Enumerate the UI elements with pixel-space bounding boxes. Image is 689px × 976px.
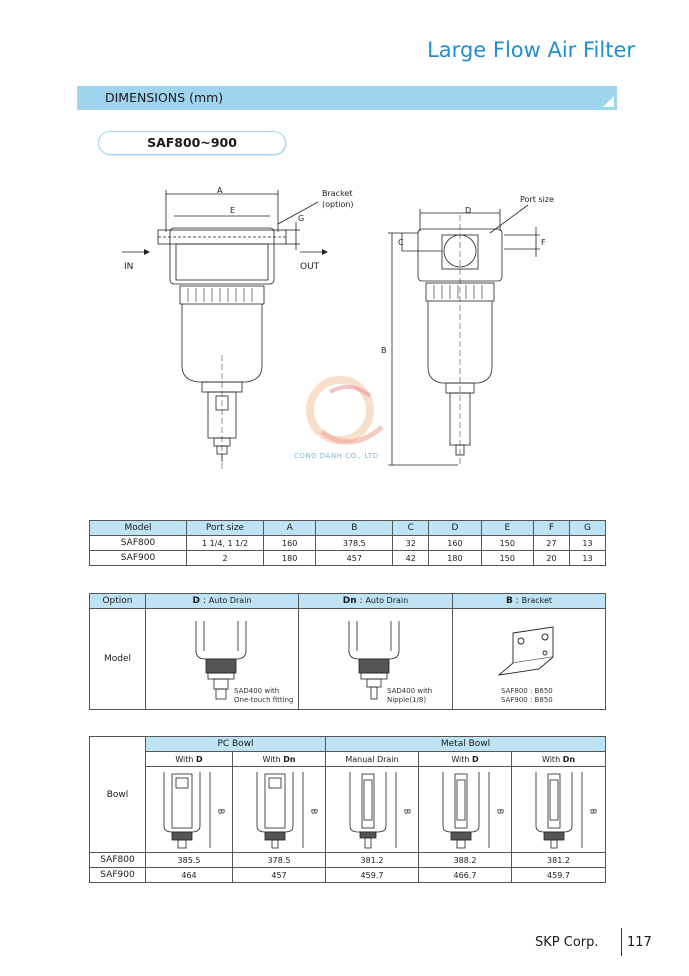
desc: Auto Drain xyxy=(208,596,252,605)
sep: : xyxy=(356,596,366,606)
caption-line: One-touch fitting xyxy=(234,696,294,704)
cell-model: SAF800 xyxy=(90,853,146,868)
cell: 378.5 xyxy=(316,536,393,551)
col-option: Option xyxy=(90,594,146,609)
col-e: E xyxy=(481,521,533,536)
sub-manual-drain xyxy=(326,752,419,767)
cell-model: SAF800 xyxy=(90,536,187,551)
cell: 150 xyxy=(481,536,533,551)
cell: 13 xyxy=(569,551,605,566)
code: B xyxy=(505,596,513,606)
bowl-image-cell xyxy=(419,767,512,853)
col-g: G xyxy=(569,521,605,536)
col-dn-auto-drain xyxy=(299,594,453,609)
port-size-label: Port size xyxy=(520,195,554,204)
option-cell-d xyxy=(146,609,299,710)
dim-b-label: B xyxy=(309,808,319,815)
caption-line: SAD400 with xyxy=(387,687,433,695)
table-row xyxy=(90,536,606,551)
dimension-table-header xyxy=(90,521,606,536)
table-row xyxy=(90,853,606,868)
in-label: IN xyxy=(124,262,134,272)
dimension-table xyxy=(89,520,606,566)
col-b: B xyxy=(316,521,393,536)
sep: : xyxy=(199,596,209,606)
cell: 160 xyxy=(264,536,316,551)
pc-bowl-d-image xyxy=(152,770,222,850)
caption-line: Nipple(1/8) xyxy=(387,696,427,704)
sub-metal-with-dn xyxy=(512,752,606,767)
out-label: OUT xyxy=(300,262,320,272)
code: Dn xyxy=(283,754,296,764)
cell: 459.7 xyxy=(512,868,606,883)
dim-d-label: D xyxy=(465,206,472,215)
cell: 459.7 xyxy=(326,868,419,883)
prefix: With xyxy=(451,754,473,764)
model-range-label: SAF800~900 xyxy=(147,135,237,150)
watermark-text: CONG DANH CO., LTD xyxy=(294,452,379,460)
bowl-table xyxy=(89,736,606,883)
cell: 27 xyxy=(534,536,570,551)
corner-mark xyxy=(603,96,614,107)
metal-bowl-manual-image xyxy=(338,770,408,850)
table-row xyxy=(90,551,606,566)
prefix: With xyxy=(175,754,197,764)
caption-line: SAF900 : B850 xyxy=(501,696,553,704)
cell: 457 xyxy=(316,551,393,566)
sub-with-dn xyxy=(233,752,326,767)
footer-company: SKP Corp. xyxy=(535,935,599,950)
cell: 466.7 xyxy=(419,868,512,883)
front-view-drawing xyxy=(110,180,330,470)
cell: 381.2 xyxy=(512,853,606,868)
option-cell-dn xyxy=(299,609,453,710)
dim-f-label: F xyxy=(541,238,546,247)
section-title: DIMENSIONS (mm) xyxy=(105,90,224,105)
dim-c-label: C xyxy=(398,238,404,247)
col-d: D xyxy=(429,521,481,536)
cell: 464 xyxy=(146,868,233,883)
desc: Bracket xyxy=(521,596,553,605)
cell: 180 xyxy=(429,551,481,566)
side-view-drawing xyxy=(380,195,560,470)
sub-with-d xyxy=(146,752,233,767)
group-metal-bowl: Metal Bowl xyxy=(326,737,606,752)
col-a: A xyxy=(264,521,316,536)
cell: 32 xyxy=(393,536,429,551)
cell: 457 xyxy=(233,868,326,883)
caption-line: SAF800 : B650 xyxy=(501,687,553,695)
cell: 385.5 xyxy=(146,853,233,868)
option-table-header xyxy=(90,594,606,609)
option-table xyxy=(89,593,606,710)
col-f: F xyxy=(534,521,570,536)
bracket-label: Bracket xyxy=(322,189,353,198)
code: D xyxy=(196,754,203,764)
dim-a-label: A xyxy=(217,186,223,195)
bracket-option-label: (option) xyxy=(322,200,354,209)
bracket-image xyxy=(493,623,573,683)
prefix: Manual Drain xyxy=(345,754,399,764)
model-range-pill xyxy=(98,131,286,155)
bowl-image-row xyxy=(90,767,606,853)
table-row xyxy=(90,868,606,883)
code: D xyxy=(472,754,479,764)
cell: 381.2 xyxy=(326,853,419,868)
metal-bowl-d-image xyxy=(431,770,501,850)
desc: Auto Drain xyxy=(365,596,409,605)
cell: 378.5 xyxy=(233,853,326,868)
sub-metal-with-d xyxy=(419,752,512,767)
cell-model: SAF900 xyxy=(90,868,146,883)
page-number: 117 xyxy=(627,935,652,950)
code: Dn xyxy=(562,754,576,764)
option-cell-bracket xyxy=(453,609,606,710)
cell: 180 xyxy=(264,551,316,566)
cell: 150 xyxy=(481,551,533,566)
dim-b-label: B xyxy=(495,808,505,815)
row-label-model: Model xyxy=(90,609,146,710)
cell: 1 1/4, 1 1/2 xyxy=(187,536,264,551)
bowl-sub-header xyxy=(90,752,606,767)
bowl-image-cell xyxy=(146,767,233,853)
pc-bowl-dn-image xyxy=(245,770,315,850)
option-caption-dn xyxy=(387,687,432,705)
prefix: With xyxy=(541,754,563,764)
cell: 160 xyxy=(429,536,481,551)
page-title: Large Flow Air Filter xyxy=(427,38,635,62)
option-caption-d xyxy=(234,687,293,705)
dim-e-label: E xyxy=(230,206,236,215)
cell: 2 xyxy=(187,551,264,566)
col-port-size: Port size xyxy=(187,521,264,536)
group-pc-bowl: PC Bowl xyxy=(146,737,326,752)
code: D xyxy=(192,596,200,606)
sep: : xyxy=(512,596,522,606)
cell: 388.2 xyxy=(419,853,512,868)
dim-g-label: G xyxy=(298,214,305,223)
section-bar xyxy=(77,86,617,110)
cell: 42 xyxy=(393,551,429,566)
bowl-image-cell xyxy=(326,767,419,853)
dim-b-label: B xyxy=(588,808,598,815)
bowl-image-cell xyxy=(512,767,606,853)
metal-bowl-dn-image xyxy=(524,770,594,850)
dim-b-label: B xyxy=(216,808,226,815)
bowl-group-header xyxy=(90,737,606,752)
bowl-image-cell xyxy=(233,767,326,853)
cell-model: SAF900 xyxy=(90,551,187,566)
col-d-auto-drain xyxy=(146,594,299,609)
caption-line: SAD400 with xyxy=(234,687,280,695)
cell: 20 xyxy=(534,551,570,566)
option-caption-b xyxy=(501,687,553,705)
col-b-bracket xyxy=(453,594,606,609)
option-row xyxy=(90,609,606,710)
cell: 13 xyxy=(569,536,605,551)
dim-b-label: B xyxy=(381,346,387,355)
row-label-bowl: Bowl xyxy=(90,737,146,853)
col-c: C xyxy=(393,521,429,536)
footer-divider xyxy=(621,928,622,956)
col-model: Model xyxy=(90,521,187,536)
dim-b-label: B xyxy=(402,808,412,815)
code: Dn xyxy=(342,596,357,606)
prefix: With xyxy=(262,754,284,764)
